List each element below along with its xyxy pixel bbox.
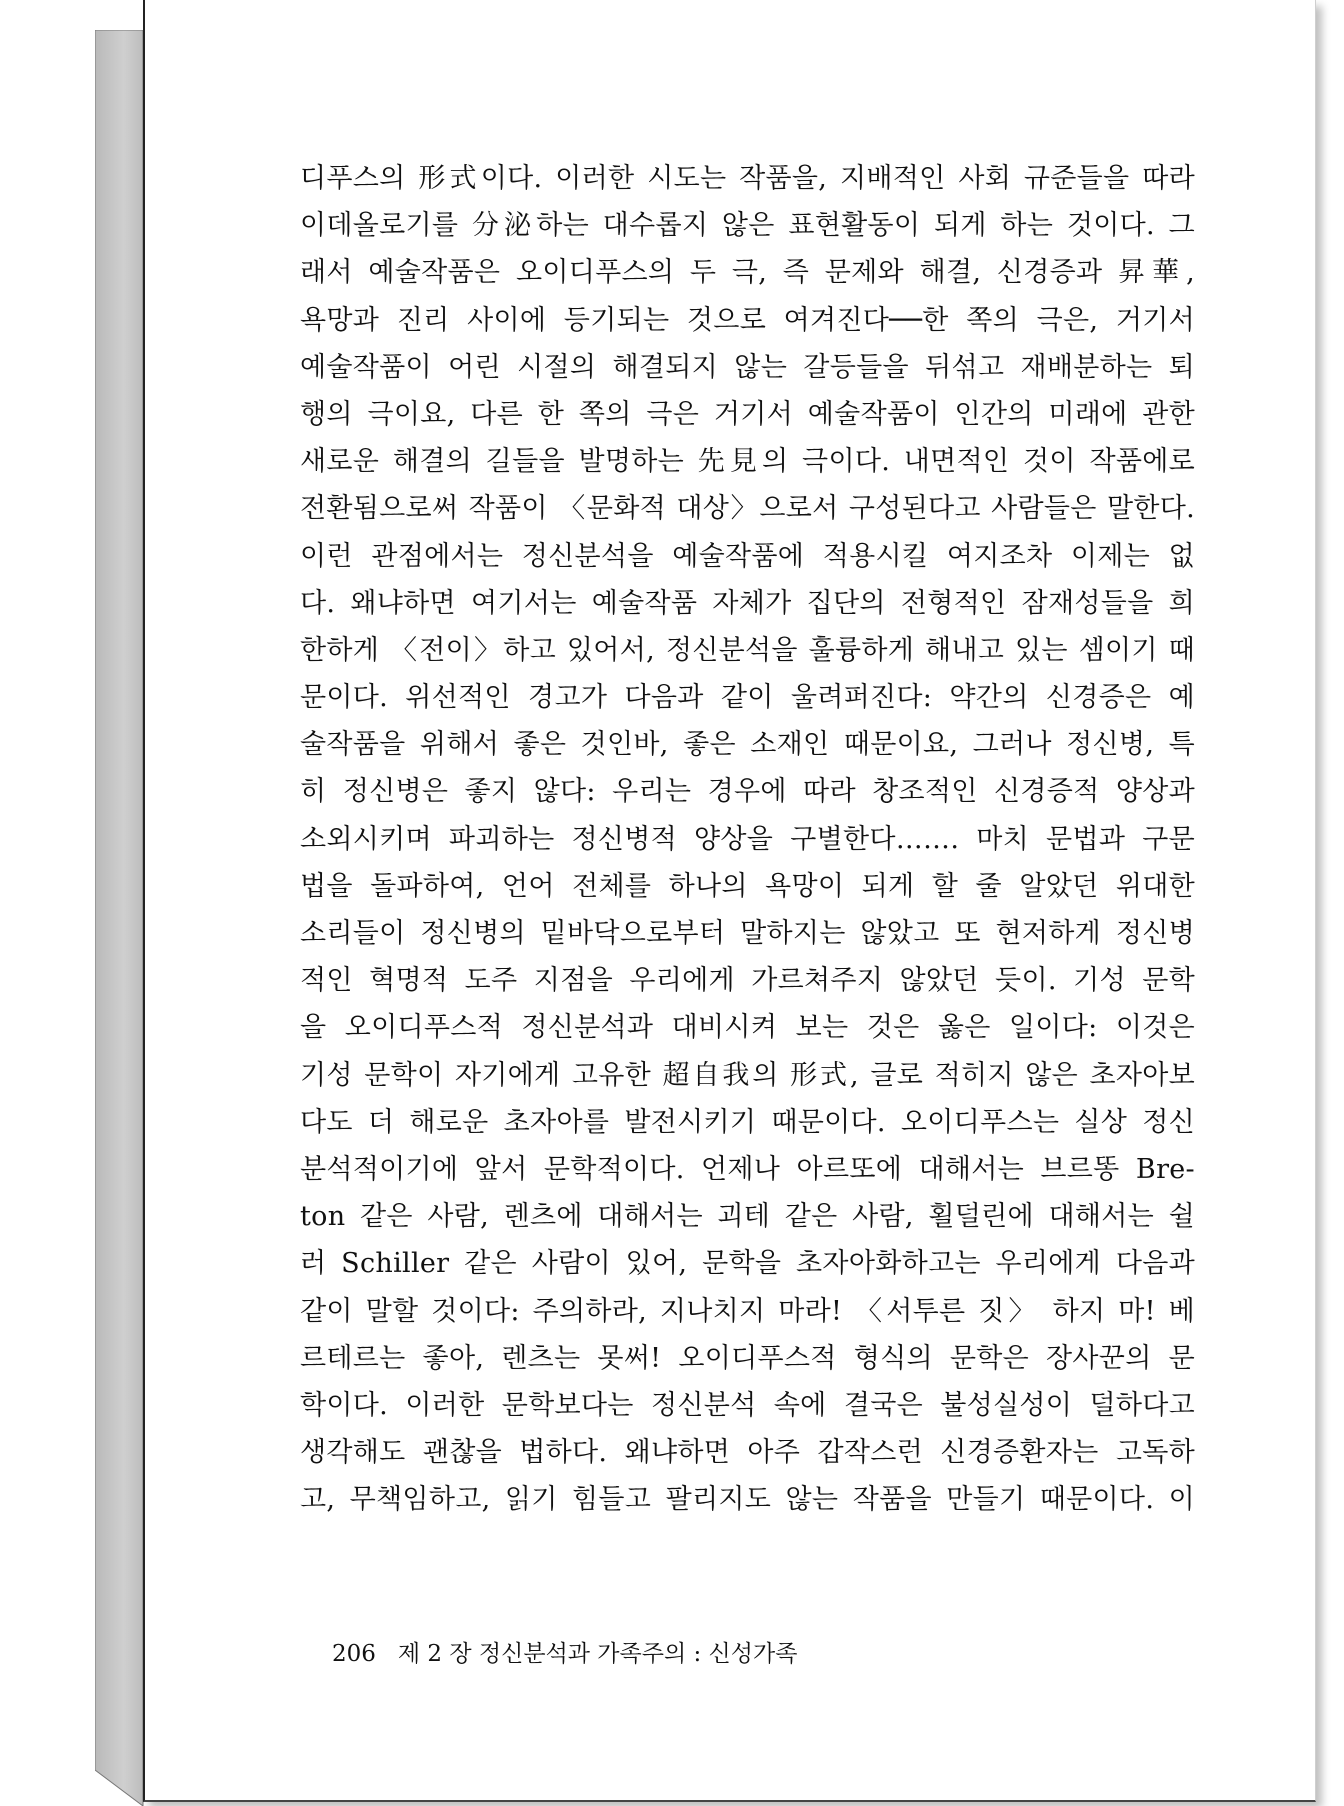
text-line: 소외시키며 파괴하는 정신병적 양상을 구별한다……. 마치 문법과 구문 <box>300 823 1195 855</box>
text-line: 히 정신병은 좋지 않다: 우리는 경우에 따라 창조적인 신경증적 양상과 <box>300 776 1195 808</box>
text-line: 적인 혁명적 도주 지점을 우리에게 가르쳐주지 않았던 듯이. 기성 문학 <box>300 965 1195 997</box>
text-line: 행의 극이요, 다른 한 쪽의 극은 거기서 예술작품이 인간의 미래에 관한 <box>300 398 1195 430</box>
text-line: 르테르는 좋아, 렌츠는 못써! 오이디푸스적 형식의 문학은 장사꾼의 문 <box>300 1342 1195 1374</box>
running-head: 제 2 장 정신분석과 가족주의 : 신성가족 <box>397 1641 798 1667</box>
text-line: 디푸스의 形式이다. 이러한 시도는 작품을, 지배적인 사회 규준들을 따라 <box>300 163 1195 194</box>
book-spine-shape <box>95 30 145 1806</box>
text-line: 이런 관점에서는 정신분석을 예술작품에 적용시킬 여지조차 이제는 없 <box>300 540 1195 572</box>
text-line: 새로운 해결의 길들을 발명하는 先見의 극이다. 내면적인 것이 작품에로 <box>300 446 1195 478</box>
page-number: 206 <box>332 1641 376 1667</box>
text-line: 같이 말할 것이다: 주의하라, 지나치지 마라! 〈서투른 짓〉 하지 마! 베 <box>300 1295 1195 1327</box>
text-line: 욕망과 진리 사이에 등기되는 것으로 여겨진다──한 쪽의 극은, 거기서 <box>300 304 1195 336</box>
body-text <box>300 155 1195 1523</box>
text-line: 래서 예술작품은 오이디푸스의 두 극, 즉 문제와 해결, 신경증과 昇華, <box>300 257 1195 289</box>
text-line: 법을 돌파하여, 언어 전체를 하나의 욕망이 되게 할 줄 알았던 위대한 <box>300 870 1195 902</box>
text-line: ton 같은 사람, 렌츠에 대해서는 괴테 같은 사람, 횔덜린에 대해서는 쉴 <box>300 1201 1195 1233</box>
book-page <box>143 0 1316 1802</box>
text-line: 다. 왜냐하면 여기서는 예술작품 자체가 집단의 전형적인 잠재성들을 희 <box>300 587 1195 619</box>
text-line: 학이다. 이러한 문학보다는 정신분석 속에 결국은 불성실성이 덜하다고 <box>300 1389 1195 1421</box>
book-spine <box>95 30 145 1806</box>
text-line: 한하게 〈전이〉하고 있어서, 정신분석을 훌륭하게 해내고 있는 셈이기 때 <box>300 634 1195 666</box>
text-line: 분석적이기에 앞서 문학적이다. 언제나 아르또에 대해서는 브르똥 Bre- <box>300 1153 1195 1185</box>
text-line: 문이다. 위선적인 경고가 다음과 같이 울려퍼진다: 약간의 신경증은 예 <box>300 682 1195 714</box>
text-line: 예술작품이 어린 시절의 해결되지 않는 갈등들을 뒤섞고 재배분하는 퇴 <box>300 351 1195 383</box>
text-line: 전환됨으로써 작품이 〈문화적 대상〉으로서 구성된다고 사람들은 말한다. <box>300 493 1195 525</box>
text-line: 생각해도 괜찮을 법하다. 왜냐하면 아주 갑작스런 신경증환자는 고독하 <box>300 1437 1195 1469</box>
text-line: 고, 무책임하고, 읽기 힘들고 팔리지도 않는 작품을 만들기 때문이다. 이 <box>300 1484 1195 1516</box>
text-line: 다도 더 해로운 초자아를 발전시키기 때문이다. 오이디푸스는 실상 정신 <box>300 1106 1195 1138</box>
text-line: 술작품을 위해서 좋은 것인바, 좋은 소재인 때문이요, 그러나 정신병, 특 <box>300 729 1195 761</box>
text-line: 기성 문학이 자기에게 고유한 超自我의 形式, 글로 적히지 않은 초자아보 <box>300 1059 1195 1091</box>
text-line: 러 Schiller 같은 사람이 있어, 문학을 초자아화하고는 우리에게 다음과 <box>300 1248 1195 1280</box>
text-line: 을 오이디푸스적 정신분석과 대비시켜 보는 것은 옳은 일이다: 이것은 <box>300 1012 1195 1044</box>
text-line: 이데올로기를 分泌하는 대수롭지 않은 표현활동이 되게 하는 것이다. 그 <box>300 210 1195 242</box>
text-line: 소리들이 정신병의 밑바닥으로부터 말하지는 않았고 또 현저하게 정신병 <box>300 918 1195 949</box>
page-footer <box>332 1635 797 1668</box>
